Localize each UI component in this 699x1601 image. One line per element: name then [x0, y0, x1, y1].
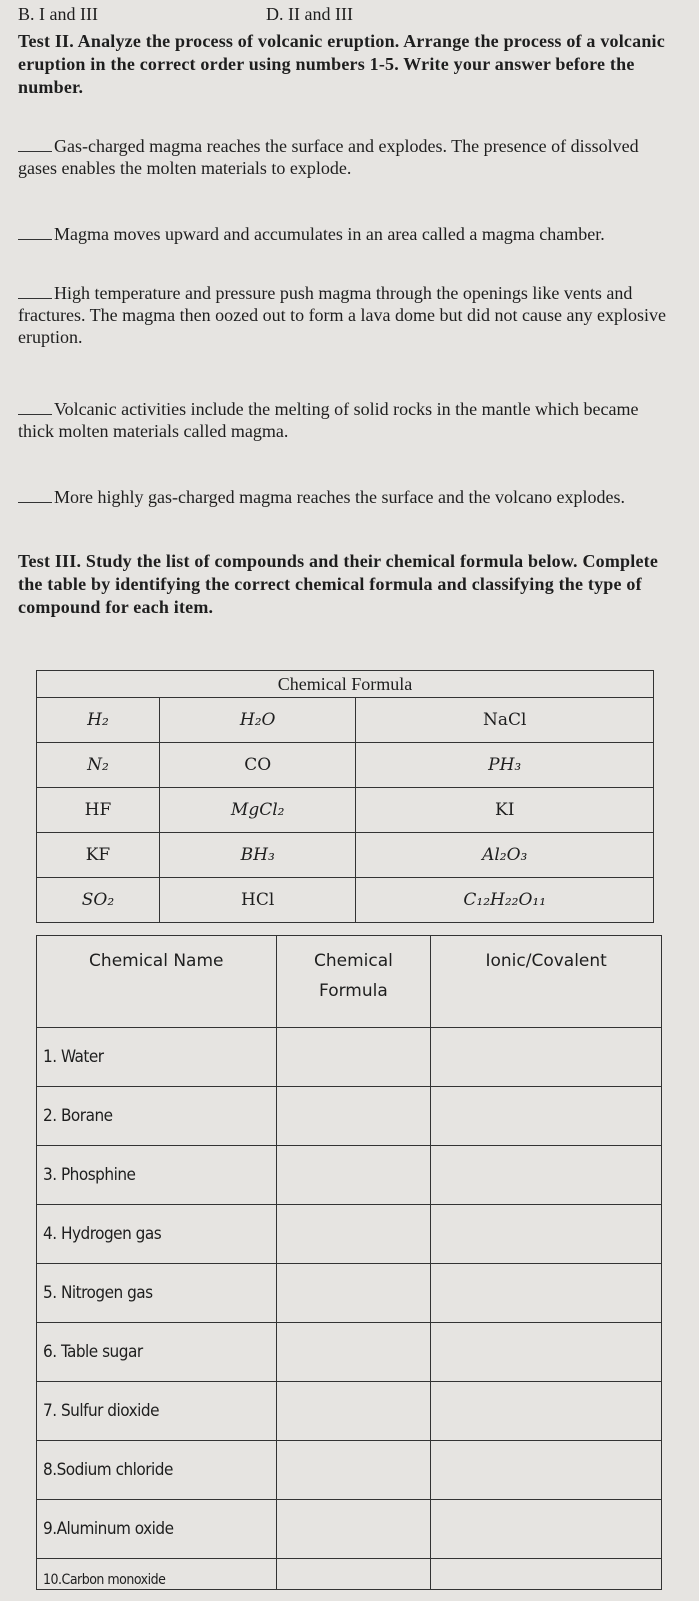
- formula-cell: H₂: [37, 698, 160, 743]
- type-answer-cell[interactable]: [431, 1087, 662, 1146]
- answer-options: [18, 4, 678, 26]
- formula-answer-cell[interactable]: [276, 1559, 431, 1590]
- type-answer-cell[interactable]: [431, 1028, 662, 1087]
- header-chemical-formula: Chemical Formula: [276, 936, 431, 1028]
- formula-answer-cell[interactable]: [276, 1441, 431, 1500]
- header-ionic-covalent: Ionic/Covalent: [431, 936, 662, 1028]
- process-item-2: Magma moves upward and accumulates in an area called a magma chamber.: [18, 223, 678, 245]
- process-item-3: High temperature and pressure push magma through the openings like vents and fractures. The magma then oozed out to form a lava dome but did not cause any explosive eruption.: [18, 283, 666, 347]
- process-item-4: Volcanic activities include the melting of solid rocks in the mantle which became thick molten materials called magma.: [18, 399, 639, 441]
- option-d: D. II and III: [266, 4, 353, 24]
- chemical-formula-table: [36, 670, 654, 923]
- formula-answer-cell[interactable]: [276, 1500, 431, 1559]
- compound-name: 7. Sulfur dioxide: [37, 1382, 277, 1441]
- test-3-heading: Test III. Study the list of compounds and their chemical formula below. Complete the table by identifying the correct chemical formula and classifying the type of compound for each item.: [18, 551, 659, 617]
- formula-cell: SO₂: [37, 878, 160, 923]
- process-item-5: More highly gas-charged magma reaches the surface and the volcano explodes.: [18, 486, 678, 508]
- answer-blank[interactable]: [18, 239, 52, 240]
- answer-blank[interactable]: [18, 502, 52, 503]
- process-item-1: Gas-charged magma reaches the surface and explodes. The presence of dissolved gases enables the molten materials to explode.: [18, 136, 639, 178]
- formula-answer-cell[interactable]: [276, 1382, 431, 1441]
- option-b: B. I and III: [18, 4, 98, 24]
- formula-cell: H₂O: [159, 698, 355, 743]
- compound-name: 2. Borane: [37, 1087, 277, 1146]
- answer-blank[interactable]: [18, 151, 52, 152]
- formula-cell: NaCl: [356, 698, 654, 743]
- compound-name: 3. Phosphine: [37, 1146, 277, 1205]
- compound-name: 8.Sodium chloride: [37, 1441, 277, 1500]
- formula-answer-cell[interactable]: [276, 1087, 431, 1146]
- formula-cell: BH₃: [159, 833, 355, 878]
- formula-cell: CO: [159, 743, 355, 788]
- formula-cell: KF: [37, 833, 160, 878]
- type-answer-cell[interactable]: [431, 1500, 662, 1559]
- formula-table-caption: Chemical Formula: [37, 671, 654, 698]
- formula-cell: N₂: [37, 743, 160, 788]
- answer-blank[interactable]: [18, 298, 52, 299]
- compound-name: 10.Carbon monoxide: [37, 1559, 277, 1590]
- formula-answer-cell[interactable]: [276, 1264, 431, 1323]
- formula-cell: HCl: [159, 878, 355, 923]
- type-answer-cell[interactable]: [431, 1382, 662, 1441]
- compound-name: 1. Water: [37, 1028, 277, 1087]
- formula-answer-cell[interactable]: [276, 1028, 431, 1087]
- formula-cell: PH₃: [356, 743, 654, 788]
- formula-cell: Al₂O₃: [356, 833, 654, 878]
- classification-table: [36, 935, 662, 1590]
- compound-name: 9.Aluminum oxide: [37, 1500, 277, 1559]
- type-answer-cell[interactable]: [431, 1441, 662, 1500]
- formula-cell: HF: [37, 788, 160, 833]
- formula-answer-cell[interactable]: [276, 1146, 431, 1205]
- test-2-heading: Test II. Analyze the process of volcanic eruption. Arrange the process of a volcanic eruption in the correct order using numbers 1-5. Write your answer before the number.: [18, 31, 665, 97]
- compound-name: 5. Nitrogen gas: [37, 1264, 277, 1323]
- formula-cell: KI: [356, 788, 654, 833]
- compound-name: 6. Table sugar: [37, 1323, 277, 1382]
- formula-answer-cell[interactable]: [276, 1205, 431, 1264]
- compound-name: 4. Hydrogen gas: [37, 1205, 277, 1264]
- formula-answer-cell[interactable]: [276, 1323, 431, 1382]
- type-answer-cell[interactable]: [431, 1264, 662, 1323]
- answer-blank[interactable]: [18, 414, 52, 415]
- type-answer-cell[interactable]: [431, 1323, 662, 1382]
- type-answer-cell[interactable]: [431, 1146, 662, 1205]
- type-answer-cell[interactable]: [431, 1559, 662, 1590]
- type-answer-cell[interactable]: [431, 1205, 662, 1264]
- formula-cell: MgCl₂: [159, 788, 355, 833]
- formula-cell: C₁₂H₂₂O₁₁: [356, 878, 654, 923]
- header-chemical-name: Chemical Name: [37, 936, 277, 1028]
